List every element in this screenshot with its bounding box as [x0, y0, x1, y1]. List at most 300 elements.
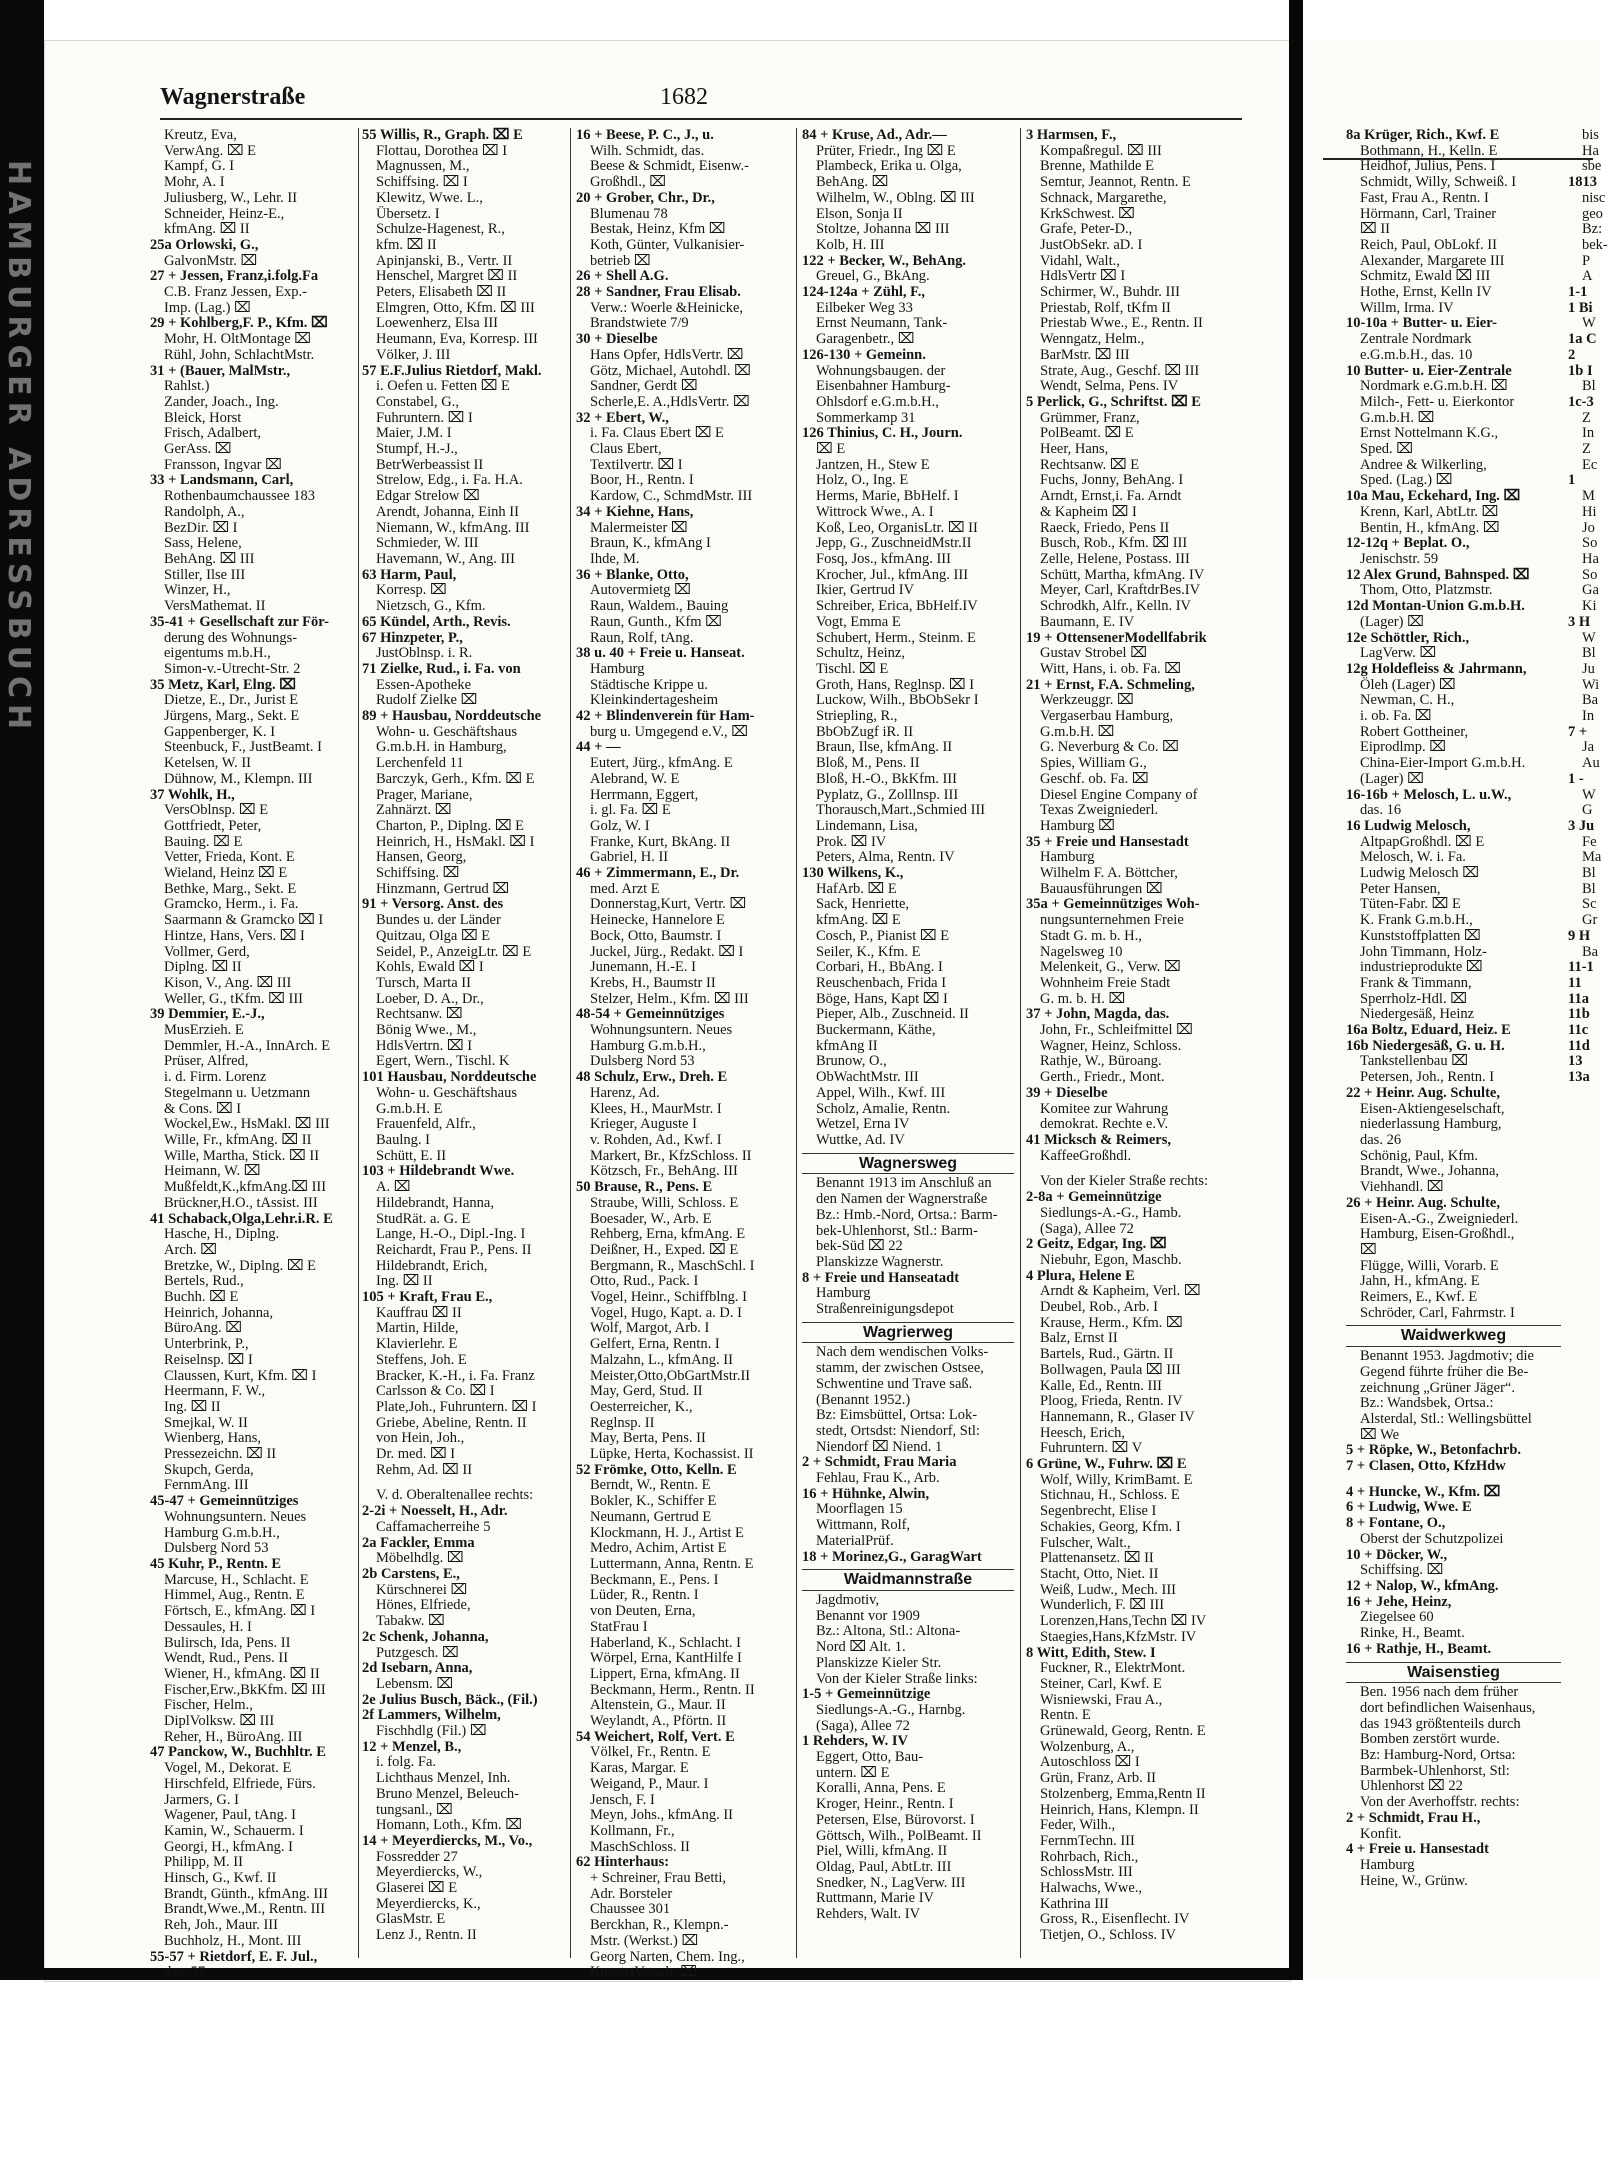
house-number-entry: 28 + Sandner, Frau Elisab.	[576, 284, 741, 301]
resident-entry: Texas Zweigniederl.	[1040, 802, 1159, 819]
resident-entry: Charton, P., Diplng. ⌧ E	[376, 817, 525, 834]
resident-entry: Hamburg G.m.b.H.,	[590, 1037, 706, 1054]
resident-entry: Bönig Wwe., M.,	[376, 1022, 477, 1039]
house-number-entry: 26 + Heinr. Aug. Schulte,	[1346, 1194, 1500, 1211]
resident-entry: Reh, Joh., Maur. III	[164, 1917, 278, 1934]
resident-entry: Bethke, Marg., Sekt. E	[164, 880, 297, 897]
house-number-entry: 2d Isebarn, Anna,	[362, 1660, 473, 1677]
resident-entry: Ernst Neumann, Tank-	[816, 315, 948, 332]
resident-entry: JustOblnsp. i. R.	[376, 645, 473, 662]
resident-entry: Rinke, H., Beamt.	[1360, 1625, 1465, 1642]
resident-entry: Vidahl, Walt.,	[1040, 252, 1120, 269]
house-number-entry: 41 Schaback,Olga,Lehr.i.R. E	[150, 1210, 333, 1227]
house-number-entry: 1813	[1568, 174, 1597, 191]
house-number-entry: 35 Metz, Karl, Elng. ⌧	[150, 676, 296, 693]
resident-entry: bis	[1582, 127, 1599, 143]
resident-entry: Blumenau 78	[590, 205, 668, 222]
resident-entry: Schrodkh, Alfr., Kelln. IV	[1040, 598, 1192, 615]
resident-entry: Himmel, Aug., Rentn. E	[164, 1587, 305, 1604]
resident-entry: Karas, Margar. E	[590, 1760, 689, 1777]
resident-entry: von Hein, Joh.,	[376, 1430, 465, 1447]
resident-entry: Gross, R., Eisenflecht. IV	[1040, 1911, 1190, 1928]
resident-entry: Elmgren, Otto, Kfm. ⌧ III	[376, 299, 535, 316]
resident-entry: Cosch, P., Pianist ⌧ E	[816, 927, 950, 944]
resident-entry: John Timmann, Holz-	[1360, 943, 1487, 960]
house-number-entry: 12-12q + Beplat. O.,	[1346, 535, 1470, 552]
resident-entry: Medro, Achim, Artist E	[590, 1540, 727, 1557]
resident-entry: Arch. ⌧	[164, 1241, 217, 1258]
resident-entry: (Saga), Allee 72	[1040, 1220, 1134, 1237]
directory-column-5	[1026, 128, 1238, 1944]
resident-entry: Hothe, Ernst, Kelln IV	[1360, 284, 1492, 301]
resident-entry: Mstr. (Werkst.) ⌧	[590, 1932, 699, 1949]
house-number-entry: 2e Julius Busch, Bäck., (Fil.)	[362, 1691, 538, 1708]
house-number-entry: 10 Butter- u. Eier-Zentrale	[1346, 362, 1512, 379]
resident-entry: Ha	[1582, 142, 1599, 159]
resident-entry: Sped. (Lag.) ⌧	[1360, 472, 1453, 489]
resident-entry: G.m.b.H. in Hamburg,	[376, 739, 507, 756]
resident-entry: Stelzer, Helm., Kfm. ⌧ III	[590, 990, 749, 1007]
resident-entry: Philipp, M. II	[164, 1854, 243, 1871]
resident-entry: Planskizze Kieler Str.	[816, 1654, 942, 1671]
resident-entry: Hinzmann, Gertrud ⌧	[376, 880, 510, 897]
resident-entry: Benannt 1953. Jagdmotiv; die	[1360, 1348, 1534, 1365]
resident-entry: Buchholz, H., Mont. III	[164, 1932, 302, 1949]
resident-entry: kfm. ⌧ II	[376, 236, 437, 253]
resident-entry: Wohnungsuntern. Neues	[590, 1022, 733, 1039]
resident-entry: Arndt & Kapheim, Verl. ⌧	[1040, 1283, 1201, 1300]
resident-entry: Schwentine und Trave saß.	[816, 1375, 973, 1392]
resident-entry: Krenn, Karl, AbtLtr. ⌧	[1360, 503, 1499, 520]
resident-entry: von Deuten, Erna,	[590, 1603, 696, 1620]
resident-entry: Gabriel, H. II	[590, 849, 669, 866]
house-number-entry: 7 +	[1568, 723, 1588, 740]
resident-entry: Kamin, W., Schauerm. I	[164, 1822, 304, 1839]
resident-entry: Bomben zerstört wurde.	[1360, 1731, 1500, 1748]
resident-entry: Ing. ⌧ II	[376, 1273, 433, 1290]
resident-entry: Stegelmann u. Uetzmann	[164, 1084, 311, 1101]
resident-entry: Bothmann, H., Kelln. E	[1360, 142, 1498, 159]
house-number-entry: 12e Schöttler, Rich.,	[1346, 629, 1470, 646]
house-number-entry: 8 + Fontane, O.,	[1346, 1515, 1446, 1532]
resident-entry: Vogel, M., Dekorat. E	[164, 1760, 292, 1777]
resident-entry: Vogt, Emma E	[816, 613, 901, 630]
resident-entry: Magnussen, M.,	[376, 158, 470, 175]
house-number-entry: 16a Boltz, Eduard, Heiz. E	[1346, 1022, 1511, 1039]
resident-entry: Rentn. E	[1040, 1707, 1091, 1724]
resident-entry: Zelle, Helene, Postass. III	[1040, 550, 1190, 567]
house-number-entry: 11a	[1568, 990, 1589, 1007]
house-number-entry: 10-10a + Butter- u. Eier-	[1346, 315, 1497, 332]
resident-entry: Wohn- u. Geschäftshaus	[376, 1084, 517, 1101]
resident-entry: Kampf, G. I	[164, 158, 235, 175]
house-number-entry: 62 Hinterhaus:	[576, 1854, 670, 1871]
house-number-entry: 9 H	[1568, 927, 1591, 944]
resident-entry: das. 26	[1360, 1132, 1402, 1148]
resident-entry: Scholz, Amalie, Rentn.	[816, 1100, 951, 1117]
resident-entry: Klees, H., MaurMstr. I	[590, 1100, 722, 1117]
resident-entry: Vergaserbau Hamburg,	[1040, 708, 1174, 725]
resident-entry: Kompaßregul. ⌧ III	[1040, 142, 1162, 159]
resident-entry: Straßenreinigungsdepot	[816, 1301, 954, 1318]
column-divider	[796, 128, 797, 1958]
resident-entry: i. Fa. Claus Ebert ⌧ E	[590, 425, 724, 442]
resident-entry: Bleick, Horst	[164, 409, 242, 426]
house-number-entry: 26 + Shell A.G.	[576, 268, 669, 285]
resident-entry: Bretzke, W., Diplng. ⌧ E	[164, 1257, 317, 1274]
resident-entry: Benannt vor 1909	[816, 1607, 920, 1624]
resident-entry: Rohrbach, Rich.,	[1040, 1848, 1139, 1865]
house-number-entry: 2	[1568, 346, 1576, 363]
resident-entry: Fehlau, Frau K., Arb.	[816, 1470, 940, 1487]
resident-entry: Stolzenberg, Emma,Rentn II	[1040, 1785, 1206, 1802]
resident-entry: Mußfeldt,K.,kfmAng.⌧ III	[164, 1179, 327, 1196]
resident-entry: Buckermann, Käthe,	[816, 1022, 936, 1039]
resident-entry: Gustav Strobel ⌧	[1040, 645, 1147, 662]
resident-entry: Baulng. I	[376, 1132, 430, 1148]
resident-entry: Melosch, W. i. Fa.	[1360, 849, 1466, 866]
house-number-entry: 3 H	[1568, 613, 1591, 630]
resident-entry: Grümmer, Franz,	[1040, 409, 1140, 426]
resident-entry: G. Neverburg & Co. ⌧	[1040, 739, 1179, 756]
resident-entry: Sc	[1582, 896, 1597, 913]
resident-entry: Wenngatz, Helm.,	[1040, 331, 1145, 348]
resident-entry: KrkSchwest. ⌧	[1040, 205, 1135, 222]
resident-entry: Kalle, Ed., Rentn. III	[1040, 1377, 1163, 1394]
resident-entry: nungsunternehmen Freie	[1040, 912, 1184, 929]
resident-entry: MusErzieh. E	[164, 1022, 244, 1039]
resident-entry: Elson, Sonja II	[816, 205, 903, 222]
resident-entry: M	[1582, 488, 1595, 505]
house-number-entry: 3 Ju	[1568, 817, 1595, 834]
resident-entry: Niebuhr, Egon, Maschb.	[1040, 1251, 1182, 1268]
resident-entry: Lenz J., Rentn. II	[376, 1927, 477, 1944]
resident-entry: Beckmann, E., Pens. I	[590, 1571, 719, 1588]
resident-entry: Krause, Herm., Kfm. ⌧	[1040, 1314, 1183, 1331]
resident-entry: Kötzsch, Fr., BehAng. III	[590, 1163, 738, 1180]
resident-entry: BüroAng. ⌧	[164, 1320, 242, 1337]
house-number-entry: 16-16b + Melosch, L. u.W.,	[1346, 786, 1512, 803]
resident-entry: Bz.: Wandsbek, Ortsa.:	[1360, 1395, 1494, 1412]
resident-entry: (Lager) ⌧	[1360, 770, 1424, 787]
resident-entry: bek-	[1582, 236, 1608, 253]
resident-entry: Oldag, Paul, AbtLtr. III	[816, 1858, 952, 1875]
resident-entry: Eutert, Jürg., kfmAng. E	[590, 755, 733, 772]
resident-entry: Von der Kieler Straße links:	[816, 1670, 978, 1687]
house-number-entry: 89 + Hausbau, Norddeutsche	[362, 708, 542, 725]
resident-entry: Schultz, Heinz,	[816, 645, 905, 662]
house-number-entry: 105 + Kraft, Frau E.,	[362, 1289, 493, 1306]
resident-entry: Wendt, Selma, Pens. IV	[1040, 378, 1179, 395]
street-section-heading: Wagrierweg	[802, 1322, 1014, 1344]
house-number-entry: 10a Mau, Eckehard, Ing. ⌧	[1346, 488, 1521, 505]
resident-entry: Autoschloss ⌧ I	[1040, 1754, 1140, 1771]
resident-entry: & Cons. ⌧ I	[164, 1100, 242, 1117]
resident-entry: & Kapheim ⌧ I	[1040, 503, 1137, 520]
resident-entry: Garagenbetr., ⌧	[816, 331, 915, 348]
resident-entry: Koralli, Anna, Pens. E	[816, 1780, 946, 1797]
house-number-entry: 11d	[1568, 1037, 1590, 1054]
resident-entry: Jantzen, H., Stew E	[816, 456, 930, 473]
resident-entry: Chaussee 301	[590, 1901, 671, 1918]
resident-entry: Essen-Apotheke	[376, 676, 472, 693]
resident-entry: Braun, Ilse, kfmAng. II	[816, 739, 953, 756]
resident-entry: Hamburg	[590, 660, 645, 677]
resident-entry: Ec	[1582, 456, 1598, 473]
resident-entry: GerAss. ⌧	[164, 441, 232, 458]
house-number-entry: 4 + Freie u. Hansestadt	[1346, 1841, 1489, 1858]
resident-entry: W	[1582, 315, 1596, 332]
resident-entry: Plambeck, Erika u. Olga,	[816, 158, 962, 175]
resident-entry: Gelfert, Erna, Rentn. I	[590, 1336, 720, 1353]
resident-entry: Wilh. Schmidt, das.	[590, 142, 705, 159]
resident-entry: So	[1582, 535, 1598, 552]
resident-entry: Schmitz, Ewald ⌧ III	[1360, 268, 1491, 285]
house-number-entry: 11	[1568, 974, 1582, 991]
resident-entry: demokrat. Rechte e.V.	[1040, 1116, 1169, 1133]
resident-entry: V. d. Oberaltenallee rechts:	[376, 1487, 534, 1504]
resident-entry: Prok. ⌧ IV	[816, 833, 887, 850]
resident-entry: Nietzsch, G., Kfm.	[376, 598, 486, 615]
street-section-heading: Waidmannstraße	[802, 1569, 1014, 1591]
street-section-heading: Waidwerkweg	[1346, 1325, 1561, 1347]
resident-entry: Sped. ⌧	[1360, 441, 1413, 458]
resident-entry: Meyn, Johs., kfmAng. II	[590, 1807, 733, 1824]
resident-entry: Rechtsanw. ⌧	[376, 1006, 463, 1023]
resident-entry: G.m.b.H. ⌧	[1040, 723, 1115, 740]
resident-entry: Ba	[1582, 943, 1599, 960]
resident-entry: Apinjanski, B., Vertr. II	[376, 252, 513, 269]
resident-entry: Verw.: Woerle &Heinicke,	[590, 299, 744, 316]
resident-entry: Z	[1582, 441, 1591, 458]
resident-entry: Semtur, Jeannot, Rentn. E	[1040, 174, 1191, 191]
resident-entry: Fuhruntern. ⌧ I	[376, 409, 473, 426]
resident-entry: Appel, Wilh., Kwf. III	[816, 1084, 946, 1101]
resident-entry: Bock, Otto, Baumstr. I	[590, 927, 722, 944]
resident-entry: GlasMstr. E	[376, 1911, 446, 1928]
resident-entry: Frank & Timmann,	[1360, 974, 1472, 991]
resident-entry: Heinecke, Hannelore E	[590, 912, 725, 929]
resident-entry: G.m.b.H. E	[376, 1100, 443, 1117]
resident-entry: Hamburg	[1040, 849, 1095, 866]
resident-entry: Krebs, H., Baumstr II	[590, 974, 716, 991]
resident-entry: Hans Opfer, HdlsVertr. ⌧	[590, 346, 744, 363]
resident-entry: Bestak, Heinz, Kfm ⌧	[590, 221, 726, 238]
resident-entry: Herrmann, Eggert,	[590, 786, 699, 803]
resident-entry: Raun, Waldem., Bauing	[590, 598, 729, 615]
resident-entry: bek-Süd ⌧ 22	[816, 1238, 903, 1255]
resident-entry: Stichnau, H., Schloss. E	[1040, 1487, 1180, 1504]
resident-entry: betrieb ⌧	[590, 252, 651, 269]
resident-entry: Wi	[1582, 676, 1600, 693]
resident-entry: ⌧	[1360, 1241, 1377, 1258]
street-section-heading: Waisenstieg	[1346, 1662, 1561, 1684]
resident-entry: Schirmer, W., Buhdr. III	[1040, 284, 1180, 301]
resident-entry: Dulsberg Nord 53	[164, 1540, 269, 1557]
resident-entry: Nagelsweg 10	[1040, 943, 1123, 960]
resident-entry: i. d. Firm. Lorenz	[164, 1069, 267, 1086]
resident-entry: Petersen, Joh., Rentn. I	[1360, 1069, 1495, 1086]
house-number-entry: 27 + Jessen, Franz,i.folg.Fa	[150, 268, 319, 285]
resident-entry: Heidhof, Julius, Pens. I	[1360, 158, 1496, 175]
resident-entry: Steffens, Joh. E	[376, 1351, 467, 1368]
resident-entry: Brandstwiete 7/9	[590, 315, 689, 332]
house-number-entry: 2 + Schmidt, Frau H.,	[1346, 1809, 1481, 1826]
resident-entry: Newman, C. H.,	[1360, 692, 1455, 709]
resident-entry: HdlsVertrn. ⌧ I	[376, 1037, 473, 1054]
resident-entry: Heinrich, Hans, Klempn. II	[1040, 1801, 1199, 1818]
resident-entry: China-Eier-Import G.m.b.H.	[1360, 755, 1526, 772]
resident-entry: Glaserei ⌧ E	[376, 1880, 458, 1897]
resident-entry: Wuttke, Ad. IV	[816, 1132, 905, 1148]
resident-entry: Schakies, Georg, Kfm. I	[1040, 1518, 1181, 1535]
house-number-entry: 4 + Huncke, W., Kfm. ⌧	[1346, 1483, 1501, 1500]
resident-entry: + Schreiner, Frau Betti,	[590, 1870, 727, 1887]
house-number-entry: 52 Frömke, Otto, Kelln. E	[576, 1461, 737, 1478]
resident-entry: Hamburg	[816, 1285, 871, 1302]
resident-entry: Jensch, F. I	[590, 1791, 655, 1808]
resident-entry: Schiffsing. ⌧	[1360, 1562, 1444, 1579]
resident-entry: GalvonMstr. ⌧	[164, 252, 258, 269]
house-number-entry: 34 + Kiehne, Hans,	[576, 503, 694, 520]
house-number-entry: 16 + Hühnke, Alwin,	[802, 1485, 930, 1502]
resident-entry: BbObZugf iR. II	[816, 723, 914, 740]
resident-entry: Maier, J.M. I	[376, 425, 452, 442]
resident-entry: Wockel,Ew., HsMakl. ⌧ III	[164, 1116, 330, 1133]
resident-entry: May, Berta, Pens. II	[590, 1430, 706, 1447]
resident-entry: Hamburg ⌧	[1040, 817, 1115, 834]
resident-entry: Pressezeichn. ⌧ II	[164, 1446, 277, 1463]
house-number-entry: 101 Hausbau, Norddeutsche	[362, 1069, 537, 1086]
resident-entry: Rühl, John, SchlachtMstr.	[164, 346, 315, 363]
resident-entry: Arndt, Ernst,i. Fa. Arndt	[1040, 488, 1182, 505]
resident-entry: Wolf, Margot, Arb. I	[590, 1320, 710, 1337]
resident-entry: Frauenfeld, Alfr.,	[376, 1116, 476, 1133]
resident-entry: med. Arzt E	[590, 880, 660, 897]
resident-entry: Arendt, Johanna, Einh II	[376, 503, 519, 520]
resident-entry: Fast, Frau A., Rentn. I	[1360, 189, 1489, 206]
house-number-entry: 1-5 + Gemeinnützige	[802, 1686, 931, 1703]
resident-entry: Fulscher, Walt.,	[1040, 1534, 1131, 1551]
resident-entry: Staegies,Hans,KfzMstr. IV	[1040, 1628, 1197, 1645]
resident-entry: Fischer, Helm.,	[164, 1697, 253, 1714]
resident-entry: kfmAng II	[816, 1037, 878, 1054]
resident-entry: Vetter, Frieda, Kont. E	[164, 849, 295, 866]
resident-entry: Großhdl., ⌧	[590, 174, 666, 191]
resident-entry: Rahlst.)	[164, 378, 210, 395]
resident-entry: Bl	[1582, 865, 1596, 882]
resident-entry: Fossredder 27	[376, 1848, 458, 1865]
resident-entry: Sass, Helene,	[164, 535, 242, 552]
house-number-entry: 48 Schulz, Erw., Dreh. E	[576, 1069, 728, 1086]
resident-entry: Haberland, K., Schlacht. I	[590, 1634, 741, 1651]
resident-entry: Brunow, O.,	[816, 1053, 887, 1070]
resident-entry: Lippert, Erna, kfmAng. II	[590, 1665, 740, 1682]
resident-entry: Wetzel, Erna IV	[816, 1116, 910, 1133]
resident-entry: Eisenbahner Hamburg-	[816, 378, 951, 395]
house-number-entry: 35 + Freie und Hansestadt	[1026, 833, 1189, 850]
resident-entry: Bartels, Rud., Gärtn. II	[1040, 1346, 1174, 1363]
resident-entry: Prüser, Alfred,	[164, 1053, 249, 1070]
resident-entry: Wolf, Willy, KrimBamt. E	[1040, 1471, 1193, 1488]
resident-entry: Sack, Henriette,	[816, 896, 910, 913]
house-number-entry: 47 Panckow, W., Buchhltr. E	[150, 1744, 326, 1761]
resident-entry: Marcuse, H., Schlacht. E	[164, 1571, 309, 1588]
resident-entry: Gottfriedt, Peter,	[164, 817, 262, 834]
resident-entry: Förtsch, E., kfmAng. ⌧ I	[164, 1603, 316, 1620]
resident-entry: Krieger, Auguste I	[590, 1116, 697, 1133]
resident-entry: Junemann, H.-E. I	[590, 959, 696, 976]
house-number-entry: 12d Montan-Union G.m.b.H.	[1346, 598, 1525, 615]
house-number-entry: 13a	[1568, 1069, 1590, 1086]
resident-entry: Ihde, M.	[590, 550, 640, 567]
resident-entry: Bz:	[1582, 221, 1603, 238]
resident-entry: Jenischstr. 59	[1360, 550, 1439, 567]
resident-entry: burg u. Umgegend e.V., ⌧	[590, 723, 748, 740]
resident-entry: KaffeeGroßhdl.	[1040, 1147, 1132, 1164]
resident-entry: Kardow, C., SchmdMstr. III	[590, 488, 753, 505]
house-number-entry: 37 Wohlk, H.,	[150, 786, 235, 803]
resident-entry: Oberst der Schutzpolizei	[1360, 1530, 1504, 1547]
house-number-entry: 8 + Freie und Hanseatadt	[802, 1269, 960, 1286]
resident-entry: John, Fr., Schleifmittel ⌧	[1040, 1022, 1193, 1039]
resident-entry: Weigand, P., Maur. I	[590, 1775, 709, 1792]
resident-entry: Bracker, K.-H., i. Fa. Franz	[376, 1367, 535, 1384]
resident-entry: Reimers, E., Kwf. E	[1360, 1289, 1478, 1306]
house-number-entry: 126-130 + Gemeinn.	[802, 346, 926, 363]
house-number-entry: 37 + John, Magda, das.	[1026, 1006, 1170, 1023]
resident-entry: Weller, G., tKfm. ⌧ III	[164, 990, 303, 1007]
resident-entry: Lebensm. ⌧	[376, 1675, 454, 1692]
house-number-entry: 16 + Beese, P. C., J., u.	[576, 127, 714, 143]
resident-entry: Donnerstag,Kurt, Vertr. ⌧	[590, 896, 747, 913]
house-number-entry: 45-47 + Gemeinnütziges	[150, 1493, 299, 1510]
resident-entry: MaschSchloss. II	[590, 1838, 690, 1855]
resident-entry: Böge, Hans, Kapt ⌧ I	[816, 990, 948, 1007]
house-number-entry: 1b I	[1568, 362, 1593, 379]
house-number-entry: 11-1	[1568, 959, 1594, 976]
resident-entry: Lichthaus Menzel, Inh.	[376, 1770, 511, 1787]
resident-entry: Geschf. ob. Fa. ⌧	[1040, 770, 1149, 787]
resident-entry: Brandt, Wwe., Johanna,	[1360, 1163, 1500, 1180]
resident-entry: Griebe, Abeline, Rentn. II	[376, 1414, 527, 1431]
resident-entry: Loewenherz, Elsa III	[376, 315, 498, 332]
house-number-entry: 6 Grüne, W., Fuhrw. ⌧ E	[1026, 1456, 1187, 1473]
resident-entry: Ki	[1582, 598, 1597, 615]
house-number-entry: 2c Schenk, Johanna,	[362, 1628, 489, 1645]
resident-entry: Niendorf ⌧ Niend. 1	[816, 1438, 943, 1455]
resident-entry: Martin, Hilde,	[376, 1320, 459, 1337]
resident-entry: Jürgens, Marg., Sekt. E	[164, 708, 300, 725]
house-number-entry: 130 Wilkens, K.,	[802, 865, 904, 882]
resident-entry: Meyerdiercks, K.,	[376, 1895, 481, 1912]
house-number-entry: 2f Lammers, Wilhelm,	[362, 1707, 501, 1724]
resident-entry: dort befindlichen Waisenhaus,	[1360, 1699, 1536, 1716]
resident-entry: VersOblnsp. ⌧ E	[164, 802, 269, 819]
resident-entry: Claus Ebert,	[590, 441, 662, 458]
resident-entry: DiplVolksw. ⌧ III	[164, 1713, 275, 1730]
resident-entry: Neumann, Gertrud E	[590, 1508, 712, 1525]
resident-entry: Rehm, Ad. ⌧ II	[376, 1461, 473, 1478]
resident-entry: Constabel, G.,	[376, 393, 459, 410]
resident-entry: Putzgesch. ⌧	[376, 1644, 459, 1661]
house-number-entry: 55-57 + Rietdorf, E. F. Jul.,	[150, 1948, 318, 1965]
resident-entry: Hinsch, G., Kwf. II	[164, 1870, 277, 1887]
resident-entry: Barczyk, Gerh., Kfm. ⌧ E	[376, 770, 535, 787]
resident-entry: Gerth., Friedr., Mont.	[1040, 1069, 1165, 1086]
resident-entry: Ma	[1582, 849, 1602, 866]
directory-column-1	[150, 128, 355, 1981]
